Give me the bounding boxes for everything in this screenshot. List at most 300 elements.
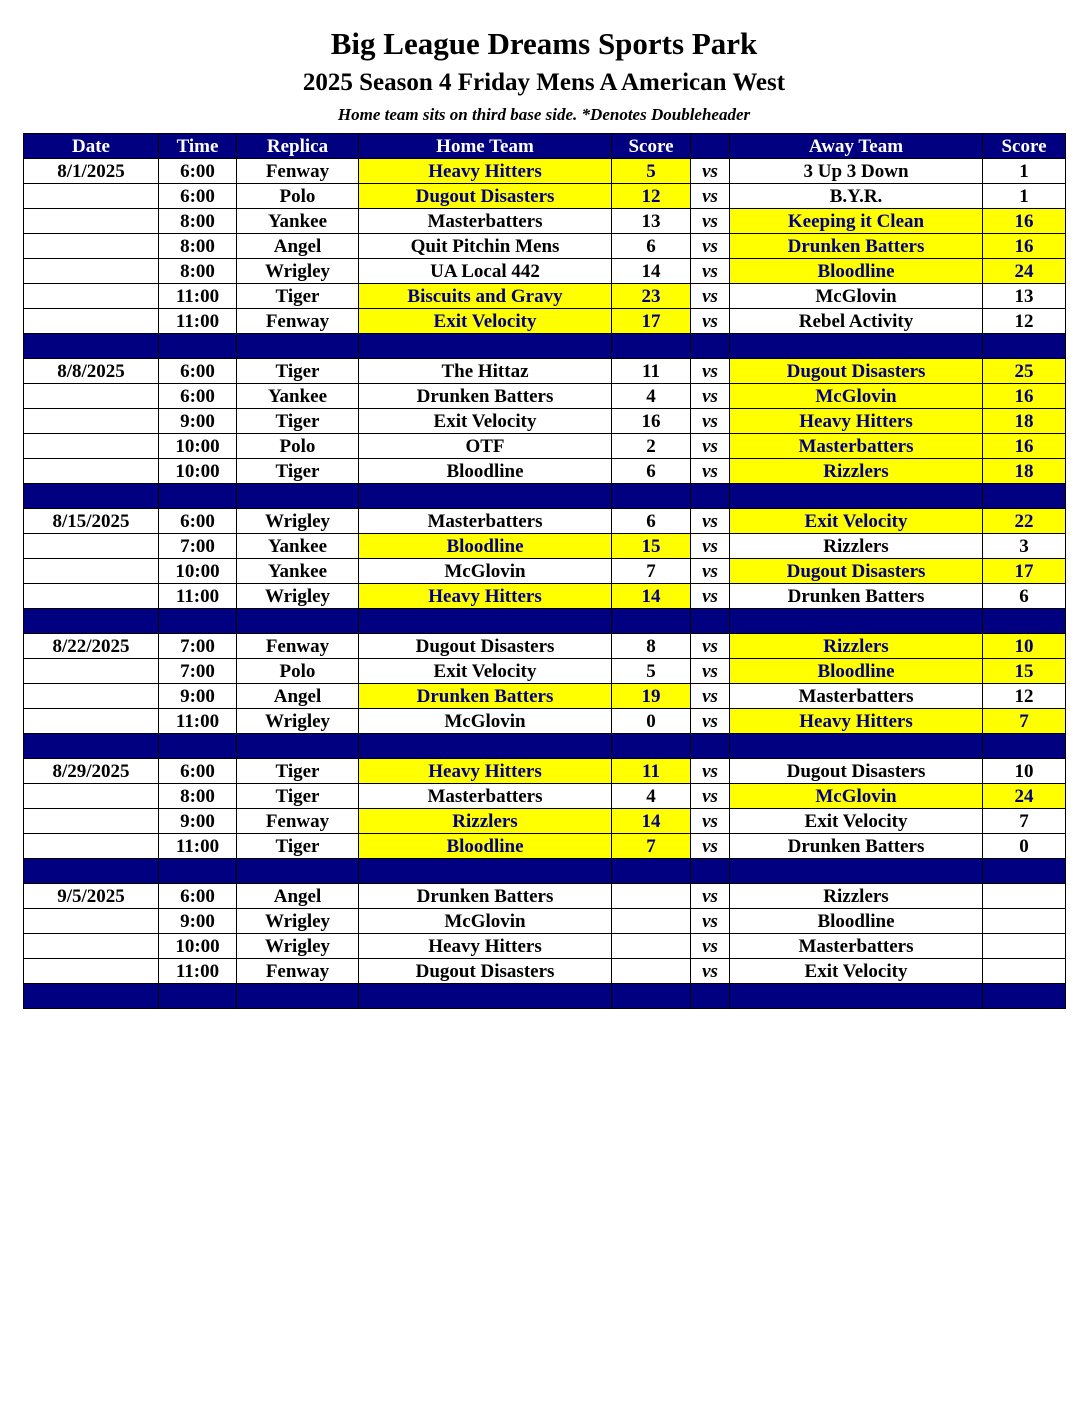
away-team-cell: Masterbatters — [730, 684, 983, 709]
away-score-cell: 18 — [983, 459, 1066, 484]
table-row — [24, 934, 1066, 959]
date-cell — [24, 459, 159, 484]
away-team-cell: Drunken Batters — [730, 584, 983, 609]
vs-cell: vs — [691, 359, 730, 384]
vs-cell: vs — [691, 934, 730, 959]
column-header-away-team: Away Team — [730, 134, 983, 159]
home-team-cell: Exit Velocity — [359, 659, 612, 684]
table-row — [24, 509, 1066, 534]
time-cell: 6:00 — [159, 884, 237, 909]
separator-cell — [359, 984, 612, 1009]
away-team-cell: 3 Up 3 Down — [730, 159, 983, 184]
table-row — [24, 884, 1066, 909]
separator-cell — [24, 984, 159, 1009]
away-score-cell — [983, 934, 1066, 959]
separator-cell — [24, 734, 159, 759]
separator-cell — [983, 984, 1066, 1009]
table-row — [24, 184, 1066, 209]
away-score-cell: 6 — [983, 584, 1066, 609]
home-team-cell: McGlovin — [359, 559, 612, 584]
home-team-cell: Exit Velocity — [359, 309, 612, 334]
time-cell: 6:00 — [159, 184, 237, 209]
date-cell — [24, 259, 159, 284]
away-team-cell: Rizzlers — [730, 884, 983, 909]
home-score-cell: 14 — [612, 259, 691, 284]
table-row — [24, 409, 1066, 434]
home-team-cell: The Hittaz — [359, 359, 612, 384]
vs-cell: vs — [691, 209, 730, 234]
away-score-cell — [983, 909, 1066, 934]
table-row — [24, 534, 1066, 559]
home-team-cell: Dugout Disasters — [359, 184, 612, 209]
time-cell: 7:00 — [159, 634, 237, 659]
home-score-cell: 8 — [612, 634, 691, 659]
vs-cell: vs — [691, 184, 730, 209]
home-team-cell: Masterbatters — [359, 509, 612, 534]
vs-cell: vs — [691, 959, 730, 984]
schedule-note: Home team sits on third base side. *Denotes Doubleheader — [337, 105, 751, 124]
separator-cell — [359, 859, 612, 884]
date-cell — [24, 434, 159, 459]
away-team-cell: Masterbatters — [730, 434, 983, 459]
vs-cell: vs — [691, 809, 730, 834]
separator-cell — [237, 609, 359, 634]
away-score-cell: 7 — [983, 709, 1066, 734]
date-cell — [24, 684, 159, 709]
table-row — [24, 384, 1066, 409]
home-score-cell: 19 — [612, 684, 691, 709]
week-separator-row — [24, 609, 1066, 634]
home-team-cell: UA Local 442 — [359, 259, 612, 284]
separator-cell — [159, 859, 237, 884]
time-cell: 11:00 — [159, 709, 237, 734]
table-row — [24, 634, 1066, 659]
away-team-cell: Drunken Batters — [730, 234, 983, 259]
column-header-time: Time — [159, 134, 237, 159]
away-score-cell: 10 — [983, 759, 1066, 784]
table-row — [24, 309, 1066, 334]
vs-cell: vs — [691, 759, 730, 784]
home-team-cell: Heavy Hitters — [359, 759, 612, 784]
away-score-cell: 7 — [983, 809, 1066, 834]
home-team-cell: Heavy Hitters — [359, 584, 612, 609]
away-score-cell: 18 — [983, 409, 1066, 434]
home-team-cell: Drunken Batters — [359, 384, 612, 409]
separator-cell — [730, 484, 983, 509]
separator-cell — [237, 484, 359, 509]
vs-cell: vs — [691, 409, 730, 434]
date-cell — [24, 909, 159, 934]
date-cell — [24, 834, 159, 859]
home-team-cell: OTF — [359, 434, 612, 459]
away-team-cell: Masterbatters — [730, 934, 983, 959]
away-team-cell: Rizzlers — [730, 534, 983, 559]
time-cell: 9:00 — [159, 909, 237, 934]
away-team-cell: Bloodline — [730, 659, 983, 684]
home-team-cell: McGlovin — [359, 909, 612, 934]
home-score-cell — [612, 959, 691, 984]
home-score-cell: 14 — [612, 809, 691, 834]
home-score-cell: 6 — [612, 459, 691, 484]
separator-cell — [359, 334, 612, 359]
home-score-cell: 0 — [612, 709, 691, 734]
table-row — [24, 659, 1066, 684]
away-score-cell: 3 — [983, 534, 1066, 559]
replica-cell: Fenway — [237, 809, 359, 834]
home-team-cell: Drunken Batters — [359, 684, 612, 709]
separator-cell — [691, 734, 730, 759]
home-score-cell: 5 — [612, 659, 691, 684]
separator-cell — [691, 334, 730, 359]
time-cell: 6:00 — [159, 384, 237, 409]
date-cell — [24, 384, 159, 409]
away-score-cell: 24 — [983, 784, 1066, 809]
page-title: Big League Dreams Sports Park — [330, 26, 758, 61]
table-row — [24, 759, 1066, 784]
separator-cell — [159, 984, 237, 1009]
replica-cell: Tiger — [237, 284, 359, 309]
vs-cell: vs — [691, 559, 730, 584]
table-row — [24, 434, 1066, 459]
schedule-table — [23, 133, 1066, 1009]
date-cell — [24, 209, 159, 234]
time-cell: 11:00 — [159, 834, 237, 859]
home-team-cell: Bloodline — [359, 534, 612, 559]
separator-cell — [983, 484, 1066, 509]
page-subtitle: 2025 Season 4 Friday Mens A American West — [302, 69, 786, 96]
table-row — [24, 159, 1066, 184]
replica-cell: Polo — [237, 184, 359, 209]
date-cell — [24, 659, 159, 684]
column-header-vs — [691, 134, 730, 159]
home-team-cell: Rizzlers — [359, 809, 612, 834]
date-cell — [24, 559, 159, 584]
time-cell: 10:00 — [159, 934, 237, 959]
separator-cell — [24, 609, 159, 634]
time-cell: 6:00 — [159, 159, 237, 184]
separator-cell — [730, 859, 983, 884]
separator-cell — [983, 859, 1066, 884]
time-cell: 11:00 — [159, 584, 237, 609]
away-team-cell: Exit Velocity — [730, 959, 983, 984]
vs-cell: vs — [691, 534, 730, 559]
time-cell: 8:00 — [159, 234, 237, 259]
table-row — [24, 359, 1066, 384]
away-score-cell: 16 — [983, 234, 1066, 259]
separator-cell — [730, 334, 983, 359]
away-score-cell: 12 — [983, 684, 1066, 709]
vs-cell: vs — [691, 584, 730, 609]
vs-cell: vs — [691, 634, 730, 659]
home-score-cell: 6 — [612, 234, 691, 259]
time-cell: 10:00 — [159, 434, 237, 459]
date-cell — [24, 409, 159, 434]
table-row — [24, 284, 1066, 309]
replica-cell: Fenway — [237, 959, 359, 984]
time-cell: 8:00 — [159, 209, 237, 234]
time-cell: 10:00 — [159, 459, 237, 484]
replica-cell: Angel — [237, 884, 359, 909]
home-team-cell: Exit Velocity — [359, 409, 612, 434]
replica-cell: Yankee — [237, 559, 359, 584]
home-team-cell: Quit Pitchin Mens — [359, 234, 612, 259]
vs-cell: vs — [691, 309, 730, 334]
table-row — [24, 259, 1066, 284]
home-team-cell: Masterbatters — [359, 209, 612, 234]
home-team-cell: Dugout Disasters — [359, 634, 612, 659]
away-team-cell: Exit Velocity — [730, 509, 983, 534]
table-row — [24, 809, 1066, 834]
away-score-cell: 16 — [983, 209, 1066, 234]
separator-cell — [24, 859, 159, 884]
away-team-cell: McGlovin — [730, 284, 983, 309]
away-score-cell: 10 — [983, 634, 1066, 659]
column-header-replica: Replica — [237, 134, 359, 159]
column-header-date: Date — [24, 134, 159, 159]
vs-cell: vs — [691, 884, 730, 909]
vs-cell: vs — [691, 259, 730, 284]
home-score-cell: 23 — [612, 284, 691, 309]
date-cell — [24, 284, 159, 309]
week-separator-row — [24, 734, 1066, 759]
home-team-cell: Heavy Hitters — [359, 159, 612, 184]
time-cell: 6:00 — [159, 509, 237, 534]
separator-cell — [691, 859, 730, 884]
away-score-cell: 22 — [983, 509, 1066, 534]
away-score-cell: 24 — [983, 259, 1066, 284]
time-cell: 9:00 — [159, 809, 237, 834]
separator-cell — [730, 984, 983, 1009]
table-row — [24, 709, 1066, 734]
home-team-cell: Masterbatters — [359, 784, 612, 809]
away-team-cell: Bloodline — [730, 259, 983, 284]
away-team-cell: Dugout Disasters — [730, 759, 983, 784]
date-cell: 8/8/2025 — [24, 359, 159, 384]
week-separator-row — [24, 334, 1066, 359]
home-score-cell: 13 — [612, 209, 691, 234]
separator-cell — [612, 609, 691, 634]
home-score-cell: 16 — [612, 409, 691, 434]
home-team-cell: Dugout Disasters — [359, 959, 612, 984]
time-cell: 11:00 — [159, 284, 237, 309]
column-header-home-team: Home Team — [359, 134, 612, 159]
separator-cell — [159, 484, 237, 509]
separator-cell — [359, 609, 612, 634]
home-score-cell: 17 — [612, 309, 691, 334]
vs-cell: vs — [691, 384, 730, 409]
away-team-cell: B.Y.R. — [730, 184, 983, 209]
home-score-cell: 6 — [612, 509, 691, 534]
date-cell: 8/15/2025 — [24, 509, 159, 534]
date-cell — [24, 784, 159, 809]
separator-cell — [612, 859, 691, 884]
replica-cell: Wrigley — [237, 259, 359, 284]
date-cell — [24, 184, 159, 209]
table-header-row — [24, 134, 1066, 159]
vs-cell: vs — [691, 434, 730, 459]
date-cell — [24, 309, 159, 334]
replica-cell: Yankee — [237, 534, 359, 559]
date-cell: 8/29/2025 — [24, 759, 159, 784]
table-row — [24, 559, 1066, 584]
away-score-cell: 1 — [983, 159, 1066, 184]
separator-cell — [237, 984, 359, 1009]
away-team-cell: Bloodline — [730, 909, 983, 934]
time-cell: 8:00 — [159, 784, 237, 809]
replica-cell: Tiger — [237, 459, 359, 484]
table-row — [24, 459, 1066, 484]
away-score-cell: 12 — [983, 309, 1066, 334]
home-team-cell: Bloodline — [359, 834, 612, 859]
home-team-cell: Biscuits and Gravy — [359, 284, 612, 309]
vs-cell: vs — [691, 659, 730, 684]
table-row — [24, 909, 1066, 934]
separator-cell — [24, 484, 159, 509]
away-team-cell: Heavy Hitters — [730, 709, 983, 734]
vs-cell: vs — [691, 909, 730, 934]
home-score-cell: 11 — [612, 759, 691, 784]
time-cell: 6:00 — [159, 759, 237, 784]
date-cell: 8/22/2025 — [24, 634, 159, 659]
date-cell: 9/5/2025 — [24, 884, 159, 909]
replica-cell: Angel — [237, 684, 359, 709]
away-score-cell: 16 — [983, 384, 1066, 409]
home-score-cell: 7 — [612, 834, 691, 859]
replica-cell: Tiger — [237, 834, 359, 859]
replica-cell: Wrigley — [237, 509, 359, 534]
separator-cell — [612, 484, 691, 509]
replica-cell: Tiger — [237, 359, 359, 384]
separator-cell — [983, 609, 1066, 634]
week-separator-row — [24, 984, 1066, 1009]
replica-cell: Tiger — [237, 409, 359, 434]
table-row — [24, 959, 1066, 984]
home-score-cell: 7 — [612, 559, 691, 584]
replica-cell: Tiger — [237, 759, 359, 784]
time-cell: 8:00 — [159, 259, 237, 284]
column-header-home-score: Score — [612, 134, 691, 159]
away-score-cell: 16 — [983, 434, 1066, 459]
replica-cell: Polo — [237, 659, 359, 684]
week-separator-row — [24, 484, 1066, 509]
home-score-cell: 4 — [612, 384, 691, 409]
vs-cell: vs — [691, 784, 730, 809]
vs-cell: vs — [691, 509, 730, 534]
separator-cell — [159, 734, 237, 759]
vs-cell: vs — [691, 459, 730, 484]
away-score-cell: 15 — [983, 659, 1066, 684]
vs-cell: vs — [691, 284, 730, 309]
time-cell: 11:00 — [159, 959, 237, 984]
separator-cell — [159, 609, 237, 634]
home-score-cell: 12 — [612, 184, 691, 209]
separator-cell — [691, 984, 730, 1009]
separator-cell — [612, 334, 691, 359]
date-cell — [24, 959, 159, 984]
home-team-cell: McGlovin — [359, 709, 612, 734]
home-team-cell: Heavy Hitters — [359, 934, 612, 959]
time-cell: 7:00 — [159, 534, 237, 559]
vs-cell: vs — [691, 834, 730, 859]
time-cell: 9:00 — [159, 684, 237, 709]
vs-cell: vs — [691, 684, 730, 709]
replica-cell: Fenway — [237, 159, 359, 184]
away-score-cell: 0 — [983, 834, 1066, 859]
away-team-cell: Rebel Activity — [730, 309, 983, 334]
away-team-cell: Rizzlers — [730, 459, 983, 484]
away-score-cell: 17 — [983, 559, 1066, 584]
replica-cell: Angel — [237, 234, 359, 259]
separator-cell — [237, 734, 359, 759]
column-header-away-score: Score — [983, 134, 1066, 159]
table-row — [24, 784, 1066, 809]
week-separator-row — [24, 859, 1066, 884]
separator-cell — [24, 334, 159, 359]
separator-cell — [237, 334, 359, 359]
away-score-cell — [983, 959, 1066, 984]
away-team-cell: McGlovin — [730, 784, 983, 809]
away-team-cell: McGlovin — [730, 384, 983, 409]
away-score-cell: 1 — [983, 184, 1066, 209]
separator-cell — [359, 484, 612, 509]
home-score-cell: 5 — [612, 159, 691, 184]
separator-cell — [730, 734, 983, 759]
separator-cell — [237, 859, 359, 884]
replica-cell: Wrigley — [237, 709, 359, 734]
vs-cell: vs — [691, 709, 730, 734]
home-score-cell — [612, 934, 691, 959]
away-team-cell: Rizzlers — [730, 634, 983, 659]
date-cell: 8/1/2025 — [24, 159, 159, 184]
away-score-cell: 25 — [983, 359, 1066, 384]
separator-cell — [983, 334, 1066, 359]
separator-cell — [359, 734, 612, 759]
date-cell — [24, 709, 159, 734]
separator-cell — [983, 734, 1066, 759]
table-row — [24, 584, 1066, 609]
table-row — [24, 209, 1066, 234]
away-team-cell: Heavy Hitters — [730, 409, 983, 434]
separator-cell — [612, 734, 691, 759]
date-cell — [24, 584, 159, 609]
date-cell — [24, 534, 159, 559]
replica-cell: Fenway — [237, 634, 359, 659]
table-row — [24, 234, 1066, 259]
home-score-cell: 14 — [612, 584, 691, 609]
home-score-cell — [612, 909, 691, 934]
separator-cell — [691, 609, 730, 634]
away-team-cell: Dugout Disasters — [730, 359, 983, 384]
home-score-cell: 15 — [612, 534, 691, 559]
date-cell — [24, 234, 159, 259]
home-score-cell: 2 — [612, 434, 691, 459]
separator-cell — [159, 334, 237, 359]
home-team-cell: Bloodline — [359, 459, 612, 484]
date-cell — [24, 934, 159, 959]
time-cell: 10:00 — [159, 559, 237, 584]
time-cell: 7:00 — [159, 659, 237, 684]
separator-cell — [730, 609, 983, 634]
time-cell: 9:00 — [159, 409, 237, 434]
away-team-cell: Keeping it Clean — [730, 209, 983, 234]
away-score-cell — [983, 884, 1066, 909]
replica-cell: Fenway — [237, 309, 359, 334]
replica-cell: Yankee — [237, 209, 359, 234]
home-score-cell: 11 — [612, 359, 691, 384]
vs-cell: vs — [691, 234, 730, 259]
separator-cell — [612, 984, 691, 1009]
away-team-cell: Dugout Disasters — [730, 559, 983, 584]
